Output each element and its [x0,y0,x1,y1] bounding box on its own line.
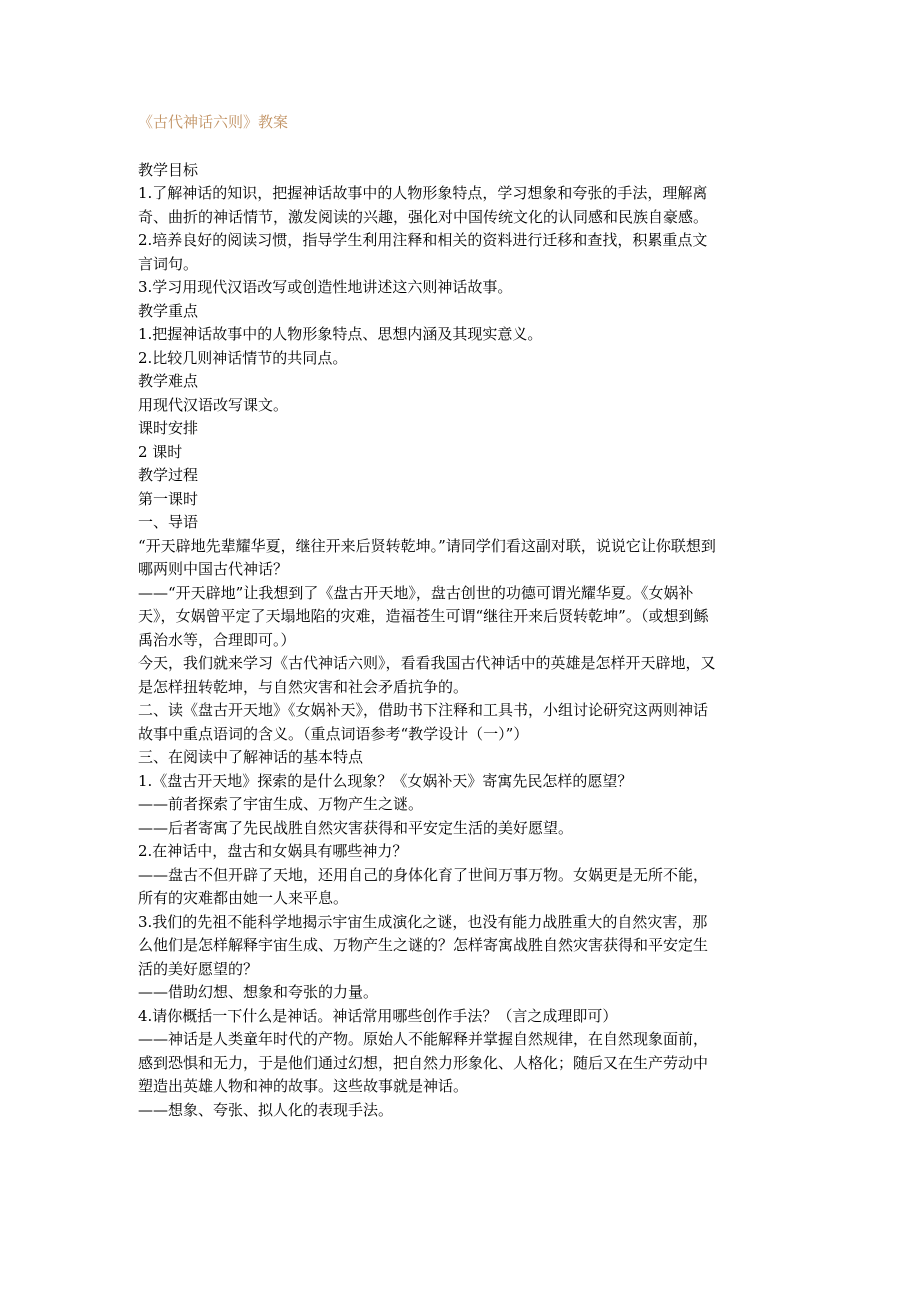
paragraph: ——神话是人类童年时代的产物。原始人不能解释并掌握自然规律，在自然现象面前，感到恐惧和无力，于是他们通过幻想，把自然力形象化、人格化；随后又在生产劳动中塑造出英雄人物和神的故事。这些故事就是神话。 [138,1030,709,1095]
paragraph: ——盘古不但开辟了天地，还用自己的身体化育了世间万事万物。女娲更是无所不能，所有的灾难都由她一人来平息。 [138,865,709,907]
section-heading-intro: 一、导语 [138,513,199,531]
paragraph: 今天，我们就来学习《古代神话六则》，看看我国古代神话中的英雄是怎样开天辟地，又是怎样扭转乾坤，与自然灾害和社会矛盾抗争的。 [138,654,716,696]
paragraph: “开天辟地先辈耀华夏，继往开来后贤转乾坤。”请同学们看这副对联，说说它让你联想到哪两则中国古代神话？ [138,536,716,578]
paragraph: 2.比较几则神话情节的共同点。 [138,348,348,367]
paragraph: 1.《盘古开天地》探索的是什么现象？《女娲补天》寄寓先民怎样的愿望？ [138,771,633,790]
section-heading-schedule: 课时安排 [138,419,199,437]
paragraph: 二、读《盘古开天地》《女娲补天》，借助书下注释和工具书，小组讨论研究这两则神话故事中重点语词的含义。（重点词语参考“教学设计（一）”） [138,701,709,743]
paragraph: 1.把握神话故事中的人物形象特点、思想内涵及其现实意义。 [138,325,543,343]
section-heading-first-lesson: 第一课时 [138,489,199,508]
section-heading-goals: 教学目标 [138,160,199,179]
section-heading-key-points: 教学重点 [138,301,199,320]
section-heading-difficulties: 教学难点 [138,372,199,390]
paragraph: 1.了解神话的知识，把握神话故事中的人物形象特点，学习想象和夸张的手法，理解离奇、曲折的神话情节，激发阅读的兴趣，强化对中国传统文化的认同感和民族自豪感。 [138,184,709,226]
section-heading-features: 三、在阅读中了解神话的基本特点 [138,748,364,766]
document-title: 《古代神话六则》教案 [138,113,289,131]
paragraph: 4.请你概括一下什么是神话。神话常用哪些创作手法？（言之成理即可） [138,1006,618,1025]
paragraph: 3.学习用现代汉语改写或创造性地讲述这六则神话故事。 [138,278,513,296]
paragraph: 2 课时 [138,442,183,461]
paragraph: ——想象、夸张、拟人化的表现手法。 [138,1100,394,1119]
section-heading-process: 教学过程 [138,466,199,484]
paragraph: ——后者寄寓了先民战胜自然灾害获得和平安定生活的美好愿望。 [138,818,574,837]
document-page [138,111,718,1122]
paragraph: 用现代汉语改写课文。 [138,395,289,414]
paragraph: ——前者探索了宇宙生成、万物产生之谜。 [138,795,424,813]
paragraph: 3.我们的先祖不能科学地揭示宇宙生成演化之谜，也没有能力战胜重大的自然灾害，那么他们是怎样解释宇宙生成、万物产生之谜的？怎样寄寓战胜自然灾害获得和平安定生活的美好愿望的？ [138,912,709,978]
paragraph: 2.在神话中，盘古和女娲具有哪些神力？ [138,842,408,860]
paragraph: ——借助幻想、想象和夸张的力量。 [138,983,379,1001]
paragraph: 2.培养良好的阅读习惯，指导学生利用注释和相关的资料进行迁移和查找，积累重点文言词句。 [138,231,708,273]
paragraph: ——“开天辟地”让我想到了《盘古开天地》，盘古创世的功德可谓光耀华夏。《女娲补天》，女娲曾平定了天塌地陷的灾难，造福苍生可谓“继往开来后贤转乾坤”。（或想到鲧禹治水等，合理即可。） [138,583,709,649]
